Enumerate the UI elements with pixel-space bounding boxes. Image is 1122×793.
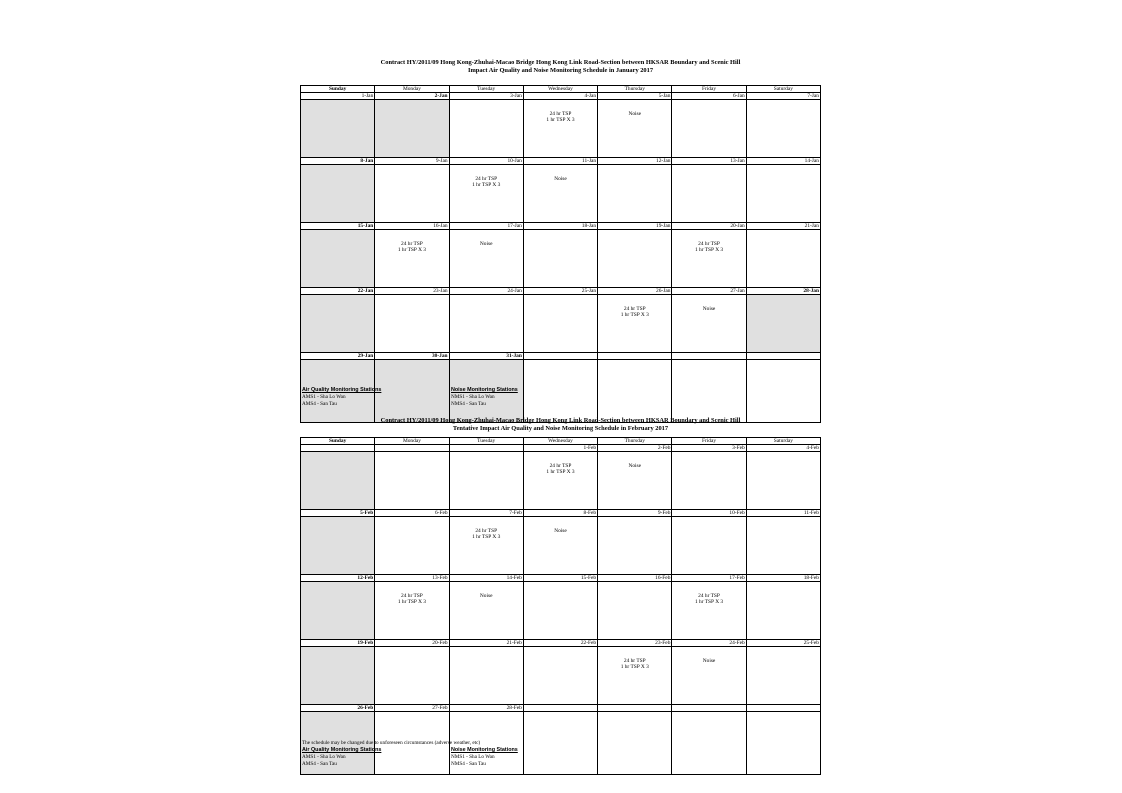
date-row [301, 445, 821, 452]
monitoring-activity: 24 hr TSP [475, 176, 498, 182]
schedule-cell [598, 517, 672, 575]
noise-legend [451, 747, 518, 767]
date-cell: 18-Feb [746, 575, 820, 582]
date-cell: 16-Jan [375, 223, 449, 230]
calendar-table-january [300, 85, 821, 423]
noise-station: NMS4 - San Tau [451, 760, 486, 767]
date-cell: 5-Jan [598, 93, 672, 100]
schedule-cell [375, 582, 449, 640]
noise-legend-heading: Noise Monitoring Stations [451, 387, 518, 393]
schedule-cell [449, 295, 523, 353]
monitoring-activity: 24 hr TSP [698, 241, 720, 247]
holiday-cell [301, 517, 375, 575]
date-cell: 3-Feb [672, 445, 746, 452]
date-cell: 8-Feb [523, 510, 597, 517]
monitoring-activity: Noise [628, 463, 642, 469]
weekday-header: Friday [672, 86, 746, 93]
schedule-cell [523, 452, 597, 510]
holiday-cell [375, 100, 449, 158]
noise-legend-heading: Noise Monitoring Stations [451, 747, 518, 753]
date-cell: 10-Jan [449, 158, 523, 165]
date-cell [523, 353, 597, 360]
date-cell: 4-Jan [523, 93, 597, 100]
schedule-cell [598, 100, 672, 158]
weekday-header: Sunday [301, 438, 375, 445]
date-cell: 26-Feb [301, 705, 375, 712]
monitoring-activity: 24 hr TSP [623, 306, 646, 312]
monitoring-activity: 1 hr TSP X 3 [546, 469, 575, 475]
schedule-cell [746, 360, 820, 423]
holiday-cell [301, 100, 375, 158]
weekday-header-row [301, 86, 821, 93]
date-cell: 12-Jan [598, 158, 672, 165]
date-cell: 4-Feb [746, 445, 820, 452]
weekday-header: Monday [375, 438, 449, 445]
schedule-cell [598, 582, 672, 640]
date-cell: 15-Jan [301, 223, 375, 230]
date-cell: 19-Jan [598, 223, 672, 230]
monitoring-activity: Noise [479, 241, 493, 247]
aq-station: AMS4 - San Tau [302, 760, 337, 767]
monitoring-activity: Noise [628, 111, 642, 117]
date-cell [746, 353, 820, 360]
schedule-cell [598, 295, 672, 353]
monitoring-activity: 1 hr TSP X 3 [472, 182, 501, 188]
schedule-row [301, 647, 821, 705]
date-cell: 9-Feb [598, 510, 672, 517]
monitoring-activity: Noise [554, 528, 567, 534]
date-cell: 15-Feb [523, 575, 597, 582]
schedule-cell [449, 582, 523, 640]
schedule-cell [598, 712, 672, 775]
calendar-table-february [300, 437, 821, 775]
date-row [301, 288, 821, 295]
weekday-header: Saturday [746, 86, 820, 93]
monitoring-activity: 1 hr TSP X 3 [620, 312, 649, 318]
weekday-header: Tuesday [449, 86, 523, 93]
date-cell: 7-Feb [449, 510, 523, 517]
date-cell: 22-Jan [301, 288, 375, 295]
schedule-cell [672, 517, 746, 575]
schedule-cell [449, 452, 523, 510]
date-cell: 1-Feb [523, 445, 597, 452]
title-line-1: Contract HY/2011/09 Hong Kong-Zhuhai-Macao Bridge Hong Kong Link Road-Section between HKSAR Boundary and Scenic Hill [380, 417, 741, 424]
schedule-cell [523, 712, 597, 775]
date-cell: 2-Feb [598, 445, 672, 452]
schedule-cell [449, 647, 523, 705]
monitoring-activity: 24 hr TSP [698, 593, 720, 599]
title-line-2: Tentative Impact Air Quality and Noise Monitoring Schedule in February 2017 [452, 424, 669, 432]
weekday-header: Thursday [598, 86, 672, 93]
date-cell: 8-Jan [301, 158, 375, 165]
schedule-cell [672, 100, 746, 158]
noise-legend [451, 387, 518, 407]
schedule-cell [672, 582, 746, 640]
date-row [301, 158, 821, 165]
monitoring-activity: 24 hr TSP [549, 463, 572, 469]
schedule-cell [746, 100, 820, 158]
date-cell [598, 353, 672, 360]
date-cell: 25-Jan [523, 288, 597, 295]
monitoring-activity: Noise [554, 176, 567, 182]
date-cell: 16-Feb [598, 575, 672, 582]
date-cell [746, 705, 820, 712]
date-row [301, 575, 821, 582]
date-row [301, 93, 821, 100]
date-cell: 25-Feb [746, 640, 820, 647]
date-cell: 31-Jan [449, 353, 523, 360]
aq-legend-heading: Air Quality Monitoring Stations [302, 387, 382, 393]
aq-legend [302, 387, 381, 407]
schedule-cell [375, 295, 449, 353]
date-row [301, 510, 821, 517]
schedule-row [301, 165, 821, 223]
date-cell [672, 705, 746, 712]
schedule-title [300, 417, 821, 432]
date-cell: 14-Feb [449, 575, 523, 582]
schedule-cell [375, 230, 449, 288]
schedule-row [301, 517, 821, 575]
date-cell: 10-Feb [672, 510, 746, 517]
aq-station: AMS1 - Sha Lo Wan [302, 393, 346, 400]
schedule-cell [523, 295, 597, 353]
date-cell: 13-Jan [672, 158, 746, 165]
weekday-header: Monday [375, 86, 449, 93]
monitoring-activity: 1 hr TSP X 3 [472, 534, 501, 540]
monitoring-activity: 24 hr TSP [623, 658, 646, 664]
date-cell: 27-Jan [672, 288, 746, 295]
schedule-cell [672, 712, 746, 775]
schedule-cell [598, 230, 672, 288]
schedule-cell [746, 230, 820, 288]
date-cell: 12-Feb [301, 575, 375, 582]
date-cell: 30-Jan [375, 353, 449, 360]
date-cell: 29-Jan [301, 353, 375, 360]
date-cell: 21-Jan [746, 223, 820, 230]
date-cell: 7-Jan [746, 93, 820, 100]
monitoring-activity: 24 hr TSP [549, 111, 572, 117]
weekday-header: Thursday [598, 438, 672, 445]
schedule-cell [672, 452, 746, 510]
date-cell: 20-Jan [672, 223, 746, 230]
holiday-cell [301, 165, 375, 223]
schedule-cell [523, 230, 597, 288]
aq-station: AMS1 - Sha Lo Wan [302, 753, 346, 760]
weekday-header: Wednesday [523, 438, 597, 445]
title-line-1: Contract HY/2011/09 Hong Kong-Zhuhai-Macao Bridge Hong Kong Link Road-Section between HKSAR Boundary and Scenic Hill [380, 59, 741, 66]
date-cell: 24-Jan [449, 288, 523, 295]
schedule-cell [746, 165, 820, 223]
schedule-cell [375, 647, 449, 705]
monitoring-activity: 1 hr TSP X 3 [694, 599, 724, 605]
schedule-cell [449, 517, 523, 575]
weekday-header: Wednesday [523, 86, 597, 93]
weekday-header: Sunday [301, 86, 375, 93]
schedule-cell [746, 712, 820, 775]
holiday-cell [746, 295, 820, 353]
schedule-cell [375, 452, 449, 510]
date-cell: 1-Jan [301, 93, 375, 100]
schedule-cell [672, 360, 746, 423]
monitoring-activity: Noise [702, 306, 716, 312]
aq-legend [302, 747, 381, 767]
schedule-title [300, 59, 821, 74]
holiday-cell [301, 582, 375, 640]
monitoring-activity: 1 hr TSP X 3 [546, 117, 575, 123]
schedule-cell [598, 165, 672, 223]
date-row [301, 705, 821, 712]
schedule-cell [375, 517, 449, 575]
monitoring-activity: Noise [702, 658, 716, 664]
date-cell [672, 353, 746, 360]
date-cell [301, 445, 375, 452]
noise-station: NMS1 - Sha Lo Wan [451, 753, 495, 760]
date-cell: 13-Feb [375, 575, 449, 582]
holiday-cell [301, 230, 375, 288]
schedule-cell [746, 517, 820, 575]
schedule-cell [598, 452, 672, 510]
schedule-row [301, 295, 821, 353]
schedule-cell [598, 360, 672, 423]
weekday-header-row [301, 438, 821, 445]
date-cell: 28-Jan [746, 288, 820, 295]
date-cell [449, 445, 523, 452]
schedule-cell [523, 582, 597, 640]
aq-legend-heading: Air Quality Monitoring Stations [302, 747, 382, 753]
schedule-cell [523, 647, 597, 705]
schedule-cell [672, 165, 746, 223]
date-cell: 6-Feb [375, 510, 449, 517]
schedule-cell [672, 230, 746, 288]
date-cell: 27-Feb [375, 705, 449, 712]
schedule-cell [598, 647, 672, 705]
date-cell: 17-Feb [672, 575, 746, 582]
date-cell: 22-Feb [523, 640, 597, 647]
date-cell: 28-Feb [449, 705, 523, 712]
date-cell: 11-Jan [523, 158, 597, 165]
date-cell: 20-Feb [375, 640, 449, 647]
date-cell [375, 445, 449, 452]
schedule-row [301, 100, 821, 158]
date-cell: 23-Feb [598, 640, 672, 647]
date-cell [598, 705, 672, 712]
schedule-note: The schedule may be changed due to unforeseen circumstances (adverse weather, etc) [302, 740, 481, 746]
weekday-header: Tuesday [449, 438, 523, 445]
date-row [301, 353, 821, 360]
monitoring-activity: Noise [479, 593, 493, 599]
holiday-cell [375, 360, 449, 423]
weekday-header: Saturday [746, 438, 820, 445]
monitoring-activity: 1 hr TSP X 3 [620, 664, 649, 670]
monitoring-activity: 24 hr TSP [475, 528, 498, 534]
monitoring-activity: 24 hr TSP [401, 241, 423, 247]
noise-station: NMS4 - San Tau [451, 400, 486, 407]
schedule-cell [523, 360, 597, 423]
schedule-cell [672, 647, 746, 705]
schedule-cell [672, 295, 746, 353]
schedule-cell [746, 452, 820, 510]
schedule-cell [449, 165, 523, 223]
schedule-row [301, 452, 821, 510]
title-line-2: Impact Air Quality and Noise Monitoring Schedule in January 2017 [467, 66, 654, 74]
monitoring-activity: 1 hr TSP X 3 [694, 247, 724, 253]
date-cell: 2-Jan [375, 93, 449, 100]
date-cell: 19-Feb [301, 640, 375, 647]
monitoring-activity: 1 hr TSP X 3 [397, 599, 426, 605]
holiday-cell [301, 647, 375, 705]
date-row [301, 640, 821, 647]
aq-station: AMS4 - San Tau [302, 400, 337, 407]
date-cell: 17-Jan [449, 223, 523, 230]
date-cell: 21-Feb [449, 640, 523, 647]
date-cell: 14-Jan [746, 158, 820, 165]
date-cell: 3-Jan [449, 93, 523, 100]
holiday-cell [301, 452, 375, 510]
date-cell: 9-Jan [375, 158, 449, 165]
date-cell: 11-Feb [746, 510, 820, 517]
date-cell: 26-Jan [598, 288, 672, 295]
date-row [301, 223, 821, 230]
schedule-cell [449, 230, 523, 288]
weekday-header: Friday [672, 438, 746, 445]
noise-station: NMS1 - Sha Lo Wan [451, 393, 495, 400]
schedule-cell [746, 647, 820, 705]
date-cell [523, 705, 597, 712]
date-cell: 18-Jan [523, 223, 597, 230]
holiday-cell [301, 295, 375, 353]
schedule-row [301, 582, 821, 640]
schedule-cell [523, 100, 597, 158]
schedule-cell [449, 100, 523, 158]
schedule-cell [523, 517, 597, 575]
date-cell: 23-Jan [375, 288, 449, 295]
date-cell: 5-Feb [301, 510, 375, 517]
schedule-cell [523, 165, 597, 223]
schedule-cell [746, 582, 820, 640]
date-cell: 6-Jan [672, 93, 746, 100]
schedule-row [301, 230, 821, 288]
schedule-cell [375, 165, 449, 223]
date-cell: 24-Feb [672, 640, 746, 647]
monitoring-activity: 24 hr TSP [401, 593, 423, 599]
monitoring-activity: 1 hr TSP X 3 [397, 247, 426, 253]
